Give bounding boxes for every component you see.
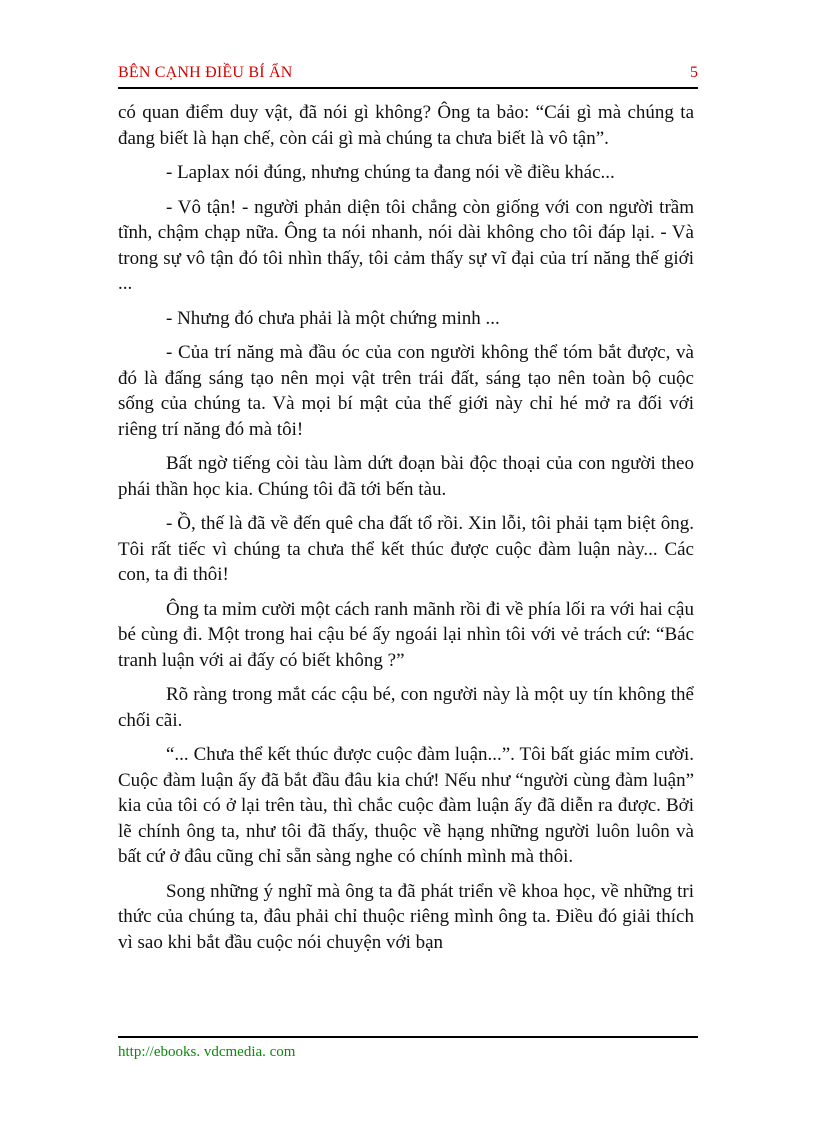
paragraph: - Ồ, thế là đã về đến quê cha đất tổ rồi. Xin lỗi, tôi phải tạm biệt ông. Tôi rất tiếc vì chúng ta chưa thể kết thúc được cuộc đàm luận này... Các con, ta đi thôi!	[118, 513, 694, 585]
page-number: 5	[690, 64, 698, 81]
page-header	[118, 60, 698, 86]
paragraph: - Vô tận! - người phản diện tôi chẳng còn giống với con người trầm tĩnh, chậm chạp nữa. Ông ta nói nhanh, nói dài không cho tôi đáp lại. - Và trong sự vô tận đó tôi nhìn thấy, tôi cảm thấy sự vĩ đại của trí năng thế giới ...	[118, 196, 694, 294]
footer-link[interactable]: http://ebooks. vdcmedia. com	[118, 1044, 296, 1060]
paragraph: Ông ta mỉm cười một cách ranh mãnh rồi đi về phía lối ra với hai cậu bé cùng đi. Một trong hai cậu bé ấy ngoái lại nhìn tôi với vẻ trách cứ: “Bác tranh luận với ai đấy có biết không ?”	[118, 598, 694, 671]
running-title: BÊN CẠNH ĐIỀU BÍ ẨN	[118, 64, 293, 81]
paragraph: - Nhưng đó chưa phải là một chứng minh ...	[166, 307, 500, 329]
paragraph: Rõ ràng trong mắt các cậu bé, con người này là một uy tín không thể chối cãi.	[118, 684, 694, 731]
paragraph: có quan điểm duy vật, đã nói gì không? Ông ta bảo: “Cái gì mà chúng ta đang biết là hạn chế, còn cái gì mà chúng ta chưa biết là vô tận”.	[118, 102, 694, 149]
paragraph: - Của trí năng mà đầu óc của con người không thể tóm bắt được, và đó là đấng sáng tạo nên mọi vật trên trái đất, sáng tạo nên toàn bộ cuộc sống của chúng ta. Và mọi bí mật của thế giới này chỉ hé mở ra đối với riêng trí năng đó mà tôi!	[118, 342, 694, 440]
header-divider	[118, 87, 698, 89]
paragraph: Song những ý nghĩ mà ông ta đã phát triển về khoa học, về những tri thức của chúng ta, đâu phải chỉ thuộc riêng mình ông ta. Điều đó giải thích vì sao khi bắt đầu cuộc nói chuyện với bạn	[118, 880, 694, 953]
body-text	[118, 100, 694, 964]
paragraph: “... Chưa thể kết thúc được cuộc đàm luận...”. Tôi bất giác mỉm cười. Cuộc đàm luận ấy đã bắt đầu đâu kia chứ! Nếu như “người cùng đàm luận” kia của tôi có ở lại trên tàu, thì chắc cuộc đàm luận ấy đã diễn ra được. Bởi lẽ chính ông ta, như tôi đã thấy, thuộc về hạng những người luôn luôn và bất cứ ở đâu cũng chỉ sẵn sàng nghe có chính mình mà thôi.	[118, 744, 694, 867]
paragraph: Bất ngờ tiếng còi tàu làm dứt đoạn bài độc thoại của con người theo phái thần học kia. Chúng tôi đã tới bến tàu.	[118, 453, 694, 500]
paragraph: - Laplax nói đúng, nhưng chúng ta đang nói về điều khác...	[166, 162, 615, 183]
footer-divider	[118, 1036, 698, 1038]
